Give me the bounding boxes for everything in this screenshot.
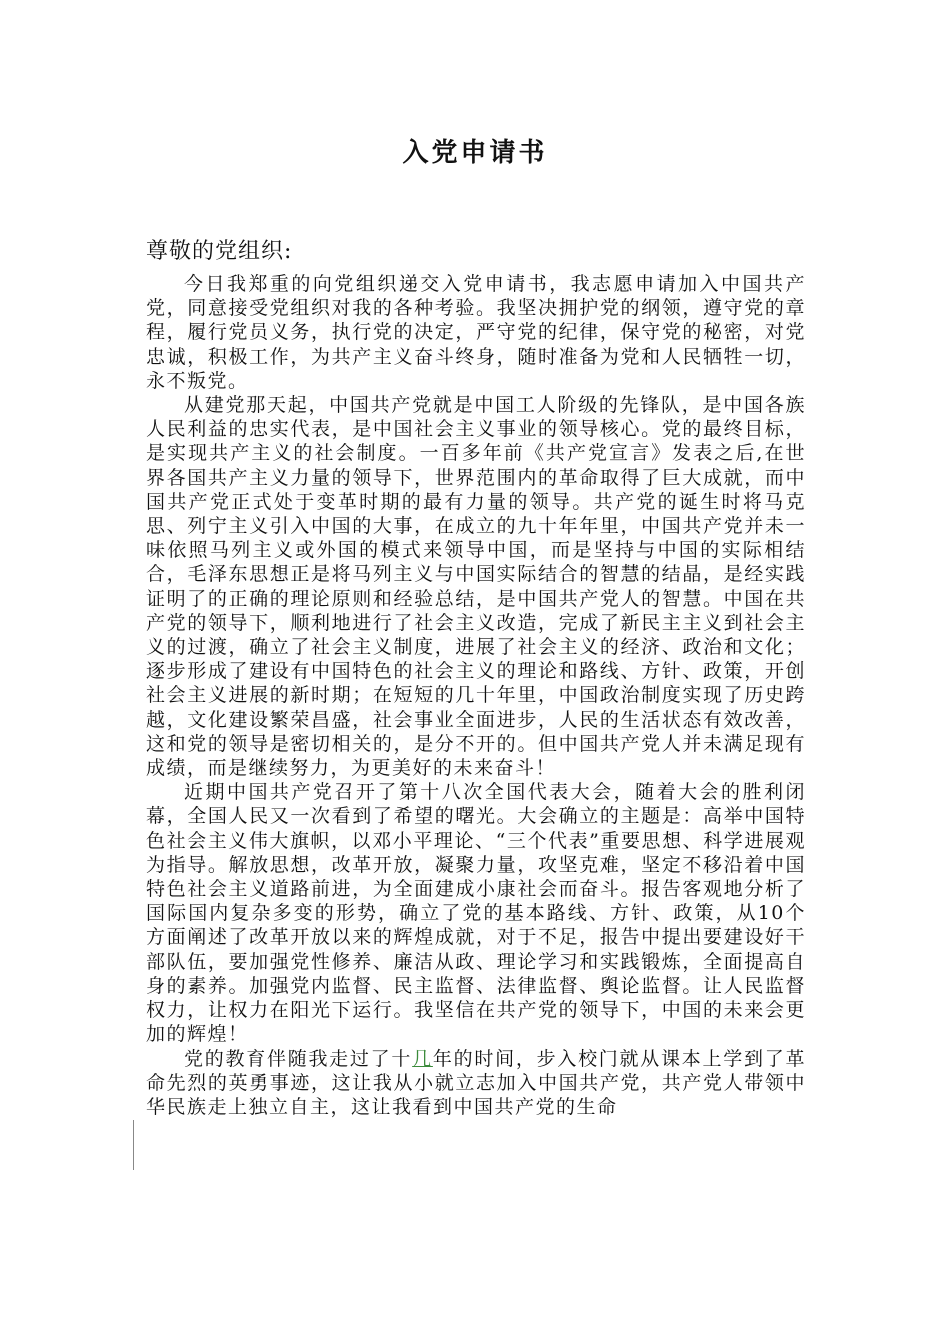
document-body	[146, 272, 806, 1119]
change-bar	[133, 1120, 134, 1170]
paragraph-4-start: 党的教育伴随我走过了十	[184, 1047, 413, 1070]
paragraph-4	[146, 1047, 806, 1120]
highlighted-word: 几	[412, 1047, 433, 1070]
paragraph-1: 今日我郑重的向党组织递交入党申请书，我志愿申请加入中国共产党，同意接受党组织对我的各种考验。我坚决拥护党的纲领，遵守党的章程，履行党员义务，执行党的决定，严守党的纪律，保守党的秘密，对党忠诚，积极工作，为共产主义奋斗终身，随时准备为党和人民牺牲一切，永不叛党。	[146, 273, 806, 392]
paragraph-3: 近期中国共产党召开了第十八次全国代表大会，随着大会的胜利闭幕，全国人民又一次看到了希望的曙光。大会确立的主题是：高举中国特色社会主义伟大旗帜，以邓小平理论、“三个代表”重要思想、科学进展观为指导。解放思想，改革开放，凝聚力量，攻坚克难，坚定不移沿着中国特色社会主义道路前进，为全面建成小康社会而奋斗。报告客观地分析了国际国内复杂多变的形势，确立了党的基本路线、方针、政策，从10个方面阐述了改革开放以来的辉煌成就，对于不足，报告中提出要建设好干部队伍，要加强党性修养、廉洁从政、理论学习和实践锻炼，全面提高自身的素养。加强党内监督、民主监督、法律监督、舆论监督。让人民监督权力，让权力在阳光下运行。我坚信在共产党的领导下，中国的未来会更加的辉煌！	[146, 781, 806, 1046]
paragraph-4-rest: 年的时间，步入校门就从课本上学到了革命先烈的英勇事迹，这让我从小就立志加入中国共产党，共产党人带领中华民族走上独立自主，这让我看到中国共产党的生命	[146, 1047, 806, 1118]
salutation: 尊敬的党组织:	[146, 239, 293, 264]
paragraph-2: 从建党那天起，中国共产党就是中国工人阶级的先锋队，是中国各族人民利益的忠实代表，是中国社会主义事业的领导核心。党的最终目标，是实现共产主义的社会制度。一百多年前《共产党宣言》发表之后,在世界各国共产主义力量的领导下，世界范围内的革命取得了巨大成就，而中国共产党正式处于变革时期的最有力量的领导。共产党的诞生时将马克思、列宁主义引入中国的大事，在成立的九十年年里，中国共产党并未一味依照马列主义或外国的模式来领导中国，而是坚持与中国的实际相结合，毛泽东思想正是将马列主义与中国实际结合的智慧的结晶，是经实践证明了的正确的理论原则和经验总结，是中国共产党人的智慧。中国在共产党的领导下，顺利地进行了社会主义改造，完成了新民主主义到社会主义的过渡，确立了社会主义制度，进展了社会主义的经济、政治和文化；逐步形成了建设有中国特色的社会主义的理论和路线、方针、政策，开创社会主义进展的新时期；在短短的几十年里，中国政治制度实现了历史跨越，文化建设繁荣昌盛，社会事业全面进步，人民的生活状态有效改善，这和党的领导是密切相关的，是分不开的。但中国共产党人并未满足现有成绩，而是继续努力，为更美好的未来奋斗！	[146, 394, 806, 780]
document-title: 入党申请书	[402, 138, 548, 168]
